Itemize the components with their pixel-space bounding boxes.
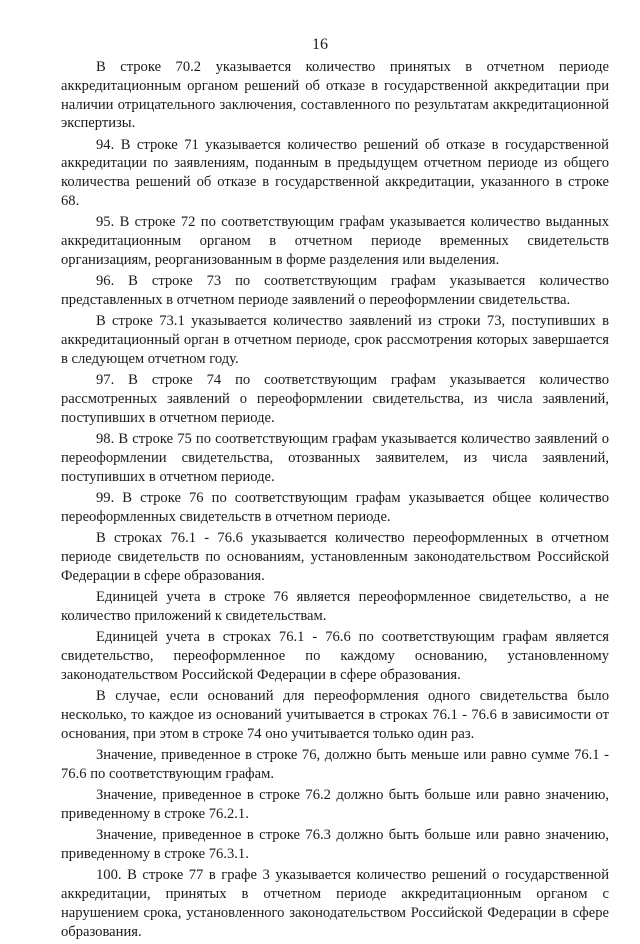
paragraph-99: 99. В строке 76 по соответствующим графам указывается общее количество переоформленных свидетельств в отчетном периоде. bbox=[61, 490, 609, 525]
paragraph-value-line-76-2: Значение, приведенное в строке 76.2 должно быть больше или равно значению, приведенному в строке 76.2.1. bbox=[61, 786, 609, 822]
paragraph-value-line-76: Значение, приведенное в строке 76, должно быть меньше или равно сумме 76.1 - 76.6 по соответствующим графам. bbox=[61, 746, 609, 782]
document-body bbox=[61, 58, 609, 944]
paragraph-value-line-76-3: Значение, приведенное в строке 76.3 должно быть больше или равно значению, приведенному в строке 76.3.1. bbox=[61, 827, 609, 862]
paragraph-line-70-2: В строке 70.2 указывается количество принятых в отчетном периоде аккредитационным органом решений об отказе в государственной аккредитации при наличии отрицательного заключения, составленного по результатам аккредитационной экспертизы. bbox=[61, 59, 609, 132]
paragraph-94: 94. В строке 71 указывается количество решений об отказе в государственной аккредитации по заявлениям, поданным в предыдущем отчетном периоде из общего количества решений об отказе в государственной аккредитации, указанного в строке 68. bbox=[61, 136, 609, 210]
paragraph-lines-76-1-76-6: В строках 76.1 - 76.6 указывается количество переоформленных в отчетном периоде свидетельств по основаниям, установленным законодательством Российской Федерации в сфере образования. bbox=[61, 530, 609, 584]
paragraph-95: 95. В строке 72 по соответствующим графам указывается количество выданных аккредитационным органом в отчетном периоде временных свидетельств организациям, реорганизованным в форме разделения или выделения. bbox=[61, 214, 609, 268]
paragraph-line-73-1: В строке 73.1 указывается количество заявлений из строки 73, поступивших в аккредитационный орган в отчетном периоде, срок рассмотрения которых завершается в следующем отчетном году. bbox=[61, 313, 609, 367]
paragraph-unit-line-76: Единицей учета в строке 76 является переоформленное свидетельство, а не количество приложений к свидетельствам. bbox=[61, 589, 609, 624]
paragraph-unit-lines-76-1-76-6: Единицей учета в строках 76.1 - 76.6 по соответствующим графам является свидетельство, переоформленное по каждому основанию, установленному законодательством Российской Федерации в сфере образования. bbox=[61, 629, 609, 683]
paragraph-98: 98. В строке 75 по соответствующим графам указывается количество заявлений о переоформлении свидетельства, отозванных заявителем, из числа заявлений, поступивших в отчетном периоде. bbox=[61, 431, 609, 485]
paragraph-97: 97. В строке 74 по соответствующим графам указывается количество рассмотренных заявлений о переоформлении свидетельства, из числа заявлений, поступивших в отчетном периоде. bbox=[61, 372, 609, 426]
page-number: 16 bbox=[312, 36, 328, 53]
paragraph-100: 100. В строке 77 в графе 3 указывается количество решений о государственной аккредитации, принятых в отчетном периоде аккредитационным органом с нарушением срока, установленного законодательством Российской Федерации в сфере образования. bbox=[61, 867, 609, 940]
paragraph-multiple-grounds: В случае, если оснований для переоформления одного свидетельства было несколько, то каждое из оснований учитывается в строках 76.1 - 76.6 в зависимости от основания, при этом в строке 74 оно учитывается только один раз. bbox=[61, 688, 609, 742]
paragraph-96: 96. В строке 73 по соответствующим графам указывается количество представленных в отчетном периоде заявлений о переоформлении свидетельства. bbox=[61, 273, 609, 309]
